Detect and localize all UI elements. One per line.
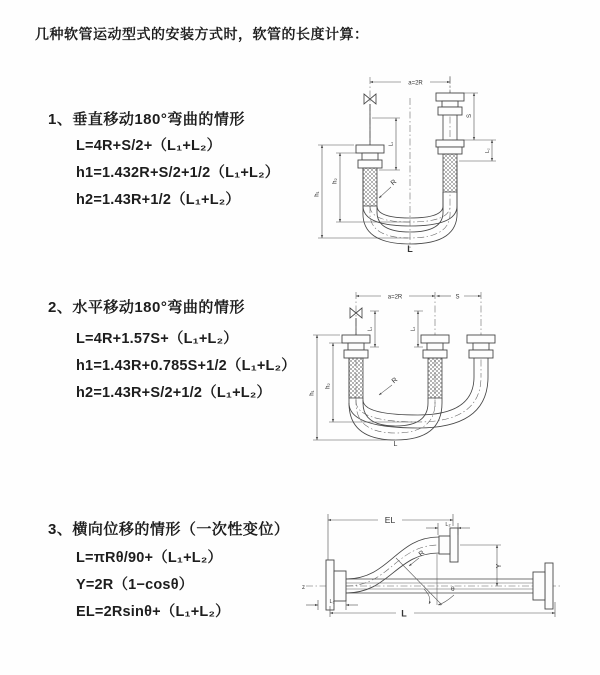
dim-label-s: S: [455, 294, 460, 301]
dim-label-a2r: a=2R: [387, 294, 403, 301]
diagram-vertical-180-bend: [308, 66, 598, 258]
dim-label-l: L: [401, 608, 407, 619]
radius-callout: [379, 179, 398, 198]
length-label: L: [407, 244, 413, 254]
dim-l2: [459, 140, 496, 161]
left-flange: [356, 145, 384, 168]
dim-label-l1: L₁: [329, 599, 335, 605]
section-1-heading: 1、垂直移动180°弯曲的情形: [48, 111, 245, 128]
dim-label-l1: L₁: [367, 326, 374, 332]
middle-flange: [421, 335, 449, 358]
right-flange-lower: [436, 140, 464, 154]
dim-label-l2: L₂: [410, 326, 417, 332]
hose-moved-position: [349, 377, 488, 428]
dim-label-s: S: [467, 113, 473, 119]
length-label: L: [393, 441, 398, 448]
left-braid: [363, 168, 377, 206]
dim-label-y: Y: [496, 563, 503, 569]
dim-a2r: [370, 81, 450, 87]
section-3-heading: 3、横向位移的情形（一次性变位）: [48, 521, 290, 538]
section-1-formula-h1: h1=1.432R+S/2+1/2（L₁+L₂）: [76, 165, 280, 181]
section-1-formula-l: L=4R+S/2+（L₁+L₂）: [76, 138, 222, 154]
radius-callout: [379, 377, 399, 395]
section-3-formula-l: L=πRθ/90+（L₁+L₂）: [76, 550, 223, 566]
right-flange-upper: [436, 93, 464, 115]
section-3-formula-y: Y=2R（1−cosθ）: [76, 577, 194, 593]
left-flange: [342, 335, 370, 358]
dim-label-l1: L₁: [388, 141, 395, 147]
section-2-formula-h1: h1=1.43R+0.785S+1/2（L₁+L₂）: [76, 358, 296, 374]
radius-callout: [409, 550, 426, 566]
dim-label-h2: h₂: [325, 383, 332, 389]
dim-l2: [426, 522, 470, 535]
dim-label-a2r: a=2R: [408, 80, 423, 87]
dim-y: [460, 545, 503, 586]
section-2-heading: 2、水平移动180°弯曲的情形: [48, 299, 245, 316]
dim-s: [437, 295, 482, 301]
dim-label-l2: L₂: [445, 522, 451, 528]
dim-h1: [315, 145, 409, 238]
right-flange-moved: [467, 335, 495, 358]
centerline-break-label: z: [302, 585, 305, 591]
dim-label-el: EL: [384, 515, 396, 525]
middle-braid: [428, 358, 442, 398]
dim-a2r: [356, 295, 435, 301]
radius-label: R: [417, 549, 427, 559]
diagram-lateral-displacement: [298, 498, 593, 653]
section-2-formula-h2: h2=1.43R+S/2+1/2（L₁+L₂）: [76, 385, 272, 401]
dim-label-h2: h₂: [332, 178, 339, 184]
radius-label: R: [390, 376, 400, 386]
dim-label-l2: L₂: [485, 148, 491, 153]
section-2-formula-l: L=4R+1.57S+（L₁+L₂）: [76, 331, 238, 347]
centerlines: [356, 292, 481, 407]
angle-label: θ: [451, 586, 455, 593]
hose-displaced-position: [346, 537, 439, 593]
dim-label-h1: h₁: [314, 191, 321, 197]
dim-label-h1: h₁: [309, 390, 316, 396]
upper-flange-moved: [439, 528, 458, 562]
dim-l: [330, 602, 555, 619]
section-1-formula-h2: h2=1.43R+1/2（L₁+L₂）: [76, 192, 241, 208]
dim-h2: [326, 343, 417, 422]
diagram-horizontal-180-bend: [303, 281, 598, 453]
left-braid: [349, 358, 363, 398]
right-braid: [443, 154, 457, 192]
valve-icon: [364, 94, 376, 145]
page-title: 几种软管运动型式的安装方式时，软管的长度计算：: [35, 26, 369, 42]
right-flange: [533, 563, 553, 609]
section-3-formula-el: EL=2Rsinθ+（L₁+L₂）: [76, 604, 230, 620]
angle-construction: [396, 554, 455, 605]
radius-label: R: [389, 178, 399, 188]
